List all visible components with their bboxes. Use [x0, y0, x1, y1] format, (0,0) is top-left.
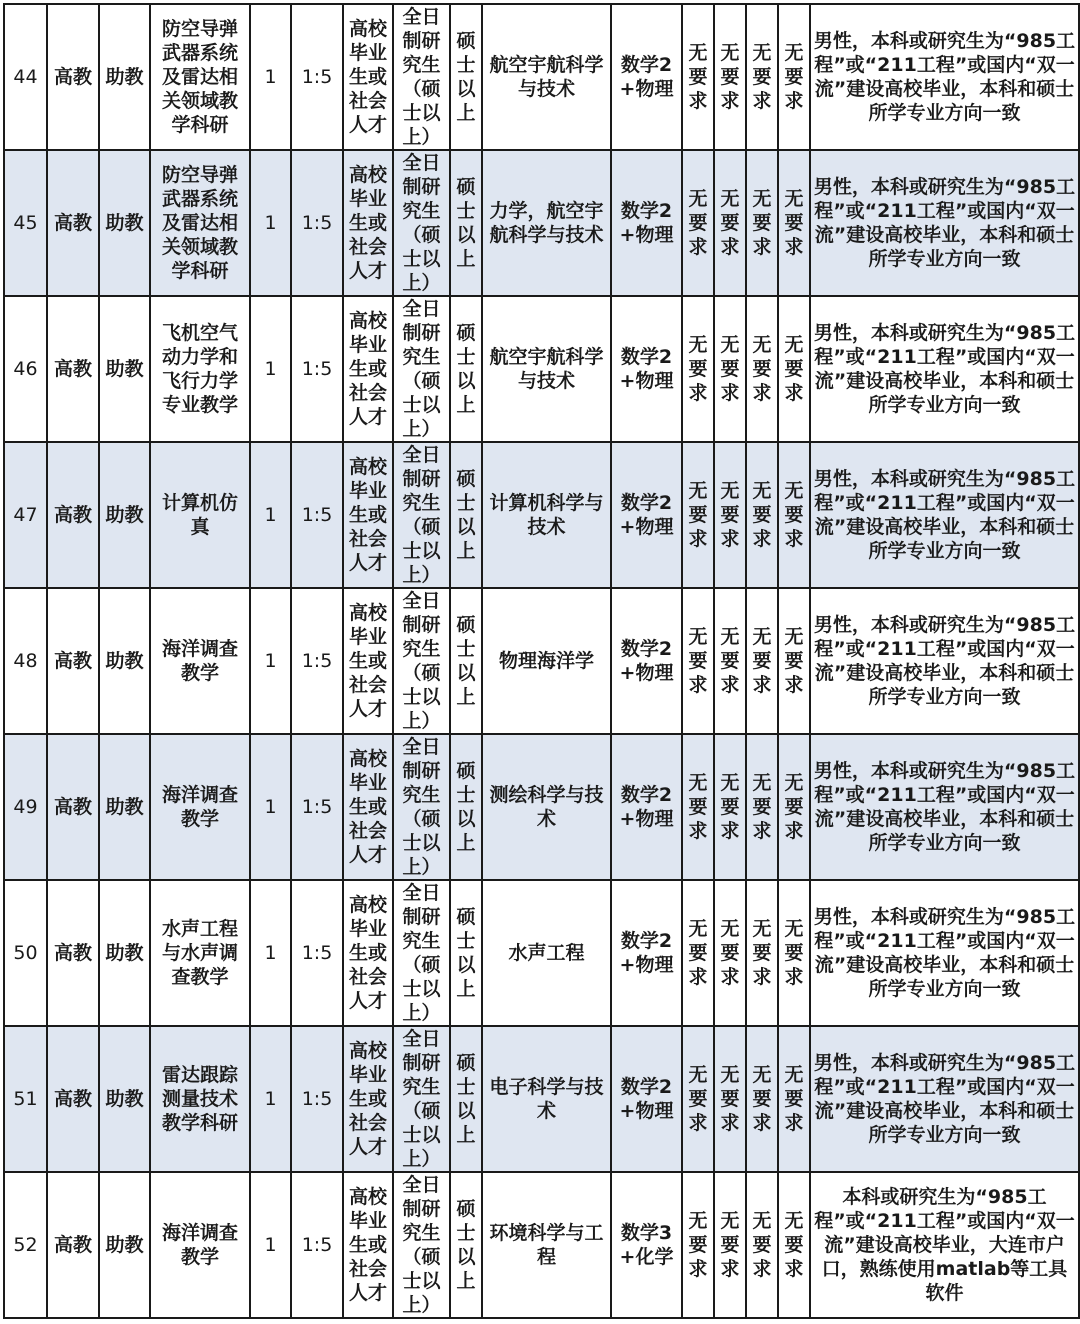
cell-id: 46 [4, 296, 47, 442]
cell-field: 海洋调查教学 [150, 588, 250, 734]
cell-req2: 无要求 [714, 588, 746, 734]
cell-remark: 男性，本科或研究生为“985工程”或“211工程”或国内“双一流”建设高校毕业，本科和硕士所学专业方向一致 [810, 880, 1079, 1026]
cell-req3: 无要求 [746, 880, 778, 1026]
cell-remark: 男性，本科或研究生为“985工程”或“211工程”或国内“双一流”建设高校毕业，本科和硕士所学专业方向一致 [810, 150, 1079, 296]
cell-study-type: 全日制研究生（硕士以上） [393, 150, 450, 296]
cell-source: 高校毕业生或社会人才 [343, 150, 393, 296]
cell-source: 高校毕业生或社会人才 [343, 1172, 393, 1318]
cell-id: 44 [4, 4, 47, 150]
cell-category: 高教 [47, 1026, 99, 1172]
cell-exam: 数学2+物理 [611, 442, 682, 588]
cell-exam: 数学2+物理 [611, 150, 682, 296]
cell-count: 1 [250, 880, 291, 1026]
cell-study-type: 全日制研究生（硕士以上） [393, 1026, 450, 1172]
cell-req2: 无要求 [714, 1172, 746, 1318]
cell-count: 1 [250, 296, 291, 442]
cell-study-type: 全日制研究生（硕士以上） [393, 1172, 450, 1318]
cell-req3: 无要求 [746, 1172, 778, 1318]
cell-field: 飞机空气动力学和飞行力学专业教学 [150, 296, 250, 442]
cell-req4: 无要求 [778, 1172, 810, 1318]
cell-id: 48 [4, 588, 47, 734]
cell-degree: 硕士以上 [450, 588, 482, 734]
cell-field: 计算机仿真 [150, 442, 250, 588]
cell-req1: 无要求 [682, 4, 714, 150]
cell-req4: 无要求 [778, 588, 810, 734]
cell-ratio: 1:5 [291, 150, 343, 296]
cell-field: 防空导弹武器系统及雷达相关领域教学科研 [150, 150, 250, 296]
cell-count: 1 [250, 1172, 291, 1318]
table-row [4, 442, 1079, 588]
table-row [4, 1172, 1079, 1318]
cell-remark: 男性，本科或研究生为“985工程”或“211工程”或国内“双一流”建设高校毕业，本科和硕士所学专业方向一致 [810, 296, 1079, 442]
cell-post: 助教 [99, 4, 150, 150]
cell-id: 50 [4, 880, 47, 1026]
cell-id: 49 [4, 734, 47, 880]
cell-count: 1 [250, 4, 291, 150]
cell-source: 高校毕业生或社会人才 [343, 442, 393, 588]
cell-source: 高校毕业生或社会人才 [343, 4, 393, 150]
cell-ratio: 1:5 [291, 442, 343, 588]
cell-category: 高教 [47, 734, 99, 880]
cell-major: 航空宇航科学与技术 [482, 296, 611, 442]
cell-study-type: 全日制研究生（硕士以上） [393, 442, 450, 588]
cell-req2: 无要求 [714, 880, 746, 1026]
cell-req4: 无要求 [778, 150, 810, 296]
cell-id: 52 [4, 1172, 47, 1318]
cell-ratio: 1:5 [291, 4, 343, 150]
cell-exam: 数学2+物理 [611, 880, 682, 1026]
cell-major: 水声工程 [482, 880, 611, 1026]
cell-req2: 无要求 [714, 734, 746, 880]
cell-exam: 数学2+物理 [611, 296, 682, 442]
cell-category: 高教 [47, 4, 99, 150]
table-row [4, 4, 1079, 150]
cell-id: 47 [4, 442, 47, 588]
cell-source: 高校毕业生或社会人才 [343, 734, 393, 880]
cell-post: 助教 [99, 734, 150, 880]
cell-remark: 男性，本科或研究生为“985工程”或“211工程”或国内“双一流”建设高校毕业，本科和硕士所学专业方向一致 [810, 588, 1079, 734]
cell-source: 高校毕业生或社会人才 [343, 880, 393, 1026]
cell-req3: 无要求 [746, 734, 778, 880]
cell-post: 助教 [99, 880, 150, 1026]
cell-degree: 硕士以上 [450, 734, 482, 880]
cell-remark: 男性，本科或研究生为“985工程”或“211工程”或国内“双一流”建设高校毕业，本科和硕士所学专业方向一致 [810, 734, 1079, 880]
cell-count: 1 [250, 588, 291, 734]
table-row [4, 880, 1079, 1026]
cell-source: 高校毕业生或社会人才 [343, 296, 393, 442]
cell-req2: 无要求 [714, 150, 746, 296]
cell-count: 1 [250, 442, 291, 588]
cell-category: 高教 [47, 880, 99, 1026]
cell-degree: 硕士以上 [450, 296, 482, 442]
cell-field: 海洋调查教学 [150, 1172, 250, 1318]
cell-major: 测绘科学与技术 [482, 734, 611, 880]
cell-req1: 无要求 [682, 880, 714, 1026]
cell-post: 助教 [99, 296, 150, 442]
cell-major: 环境科学与工程 [482, 1172, 611, 1318]
cell-post: 助教 [99, 1026, 150, 1172]
cell-ratio: 1:5 [291, 734, 343, 880]
cell-req1: 无要求 [682, 588, 714, 734]
recruitment-table [3, 3, 1080, 1319]
cell-req1: 无要求 [682, 442, 714, 588]
cell-study-type: 全日制研究生（硕士以上） [393, 734, 450, 880]
cell-source: 高校毕业生或社会人才 [343, 1026, 393, 1172]
cell-post: 助教 [99, 588, 150, 734]
cell-study-type: 全日制研究生（硕士以上） [393, 296, 450, 442]
cell-remark: 男性，本科或研究生为“985工程”或“211工程”或国内“双一流”建设高校毕业，本科和硕士所学专业方向一致 [810, 4, 1079, 150]
cell-degree: 硕士以上 [450, 1026, 482, 1172]
cell-req4: 无要求 [778, 1026, 810, 1172]
cell-req4: 无要求 [778, 4, 810, 150]
cell-exam: 数学2+物理 [611, 734, 682, 880]
cell-ratio: 1:5 [291, 1026, 343, 1172]
cell-category: 高教 [47, 296, 99, 442]
cell-id: 45 [4, 150, 47, 296]
cell-remark: 男性，本科或研究生为“985工程”或“211工程”或国内“双一流”建设高校毕业，本科和硕士所学专业方向一致 [810, 442, 1079, 588]
cell-degree: 硕士以上 [450, 1172, 482, 1318]
cell-remark: 本科或研究生为“985工程”或“211工程”或国内“双一流”建设高校毕业，大连市户口，熟练使用matlab等工具软件 [810, 1172, 1079, 1318]
cell-req4: 无要求 [778, 296, 810, 442]
cell-major: 电子科学与技术 [482, 1026, 611, 1172]
cell-ratio: 1:5 [291, 880, 343, 1026]
cell-major: 计算机科学与技术 [482, 442, 611, 588]
cell-req4: 无要求 [778, 734, 810, 880]
cell-req1: 无要求 [682, 1026, 714, 1172]
cell-req3: 无要求 [746, 150, 778, 296]
cell-post: 助教 [99, 1172, 150, 1318]
cell-req3: 无要求 [746, 1026, 778, 1172]
cell-degree: 硕士以上 [450, 4, 482, 150]
cell-count: 1 [250, 150, 291, 296]
cell-study-type: 全日制研究生（硕士以上） [393, 588, 450, 734]
cell-req2: 无要求 [714, 4, 746, 150]
cell-degree: 硕士以上 [450, 150, 482, 296]
table-row [4, 296, 1079, 442]
cell-exam: 数学2+物理 [611, 588, 682, 734]
cell-degree: 硕士以上 [450, 880, 482, 1026]
cell-degree: 硕士以上 [450, 442, 482, 588]
cell-field: 防空导弹武器系统及雷达相关领域教学科研 [150, 4, 250, 150]
table-row [4, 1026, 1079, 1172]
table-row [4, 588, 1079, 734]
cell-major: 力学，航空宇航科学与技术 [482, 150, 611, 296]
cell-req4: 无要求 [778, 880, 810, 1026]
cell-id: 51 [4, 1026, 47, 1172]
cell-req4: 无要求 [778, 442, 810, 588]
cell-exam: 数学3+化学 [611, 1172, 682, 1318]
cell-study-type: 全日制研究生（硕士以上） [393, 880, 450, 1026]
cell-category: 高教 [47, 150, 99, 296]
cell-req3: 无要求 [746, 442, 778, 588]
cell-count: 1 [250, 1026, 291, 1172]
cell-major: 物理海洋学 [482, 588, 611, 734]
cell-category: 高教 [47, 1172, 99, 1318]
cell-study-type: 全日制研究生（硕士以上） [393, 4, 450, 150]
cell-req1: 无要求 [682, 296, 714, 442]
cell-req2: 无要求 [714, 1026, 746, 1172]
cell-req3: 无要求 [746, 588, 778, 734]
table-row [4, 734, 1079, 880]
cell-req1: 无要求 [682, 150, 714, 296]
cell-field: 水声工程与水声调查教学 [150, 880, 250, 1026]
cell-source: 高校毕业生或社会人才 [343, 588, 393, 734]
cell-req2: 无要求 [714, 442, 746, 588]
cell-major: 航空宇航科学与技术 [482, 4, 611, 150]
cell-remark: 男性，本科或研究生为“985工程”或“211工程”或国内“双一流”建设高校毕业，本科和硕士所学专业方向一致 [810, 1026, 1079, 1172]
cell-req1: 无要求 [682, 734, 714, 880]
cell-ratio: 1:5 [291, 588, 343, 734]
cell-category: 高教 [47, 442, 99, 588]
cell-req1: 无要求 [682, 1172, 714, 1318]
cell-exam: 数学2+物理 [611, 4, 682, 150]
cell-field: 海洋调查教学 [150, 734, 250, 880]
cell-req2: 无要求 [714, 296, 746, 442]
cell-post: 助教 [99, 442, 150, 588]
cell-count: 1 [250, 734, 291, 880]
cell-ratio: 1:5 [291, 1172, 343, 1318]
cell-req3: 无要求 [746, 296, 778, 442]
cell-ratio: 1:5 [291, 296, 343, 442]
cell-category: 高教 [47, 588, 99, 734]
cell-field: 雷达跟踪测量技术教学科研 [150, 1026, 250, 1172]
cell-post: 助教 [99, 150, 150, 296]
cell-req3: 无要求 [746, 4, 778, 150]
table-row [4, 150, 1079, 296]
cell-exam: 数学2+物理 [611, 1026, 682, 1172]
